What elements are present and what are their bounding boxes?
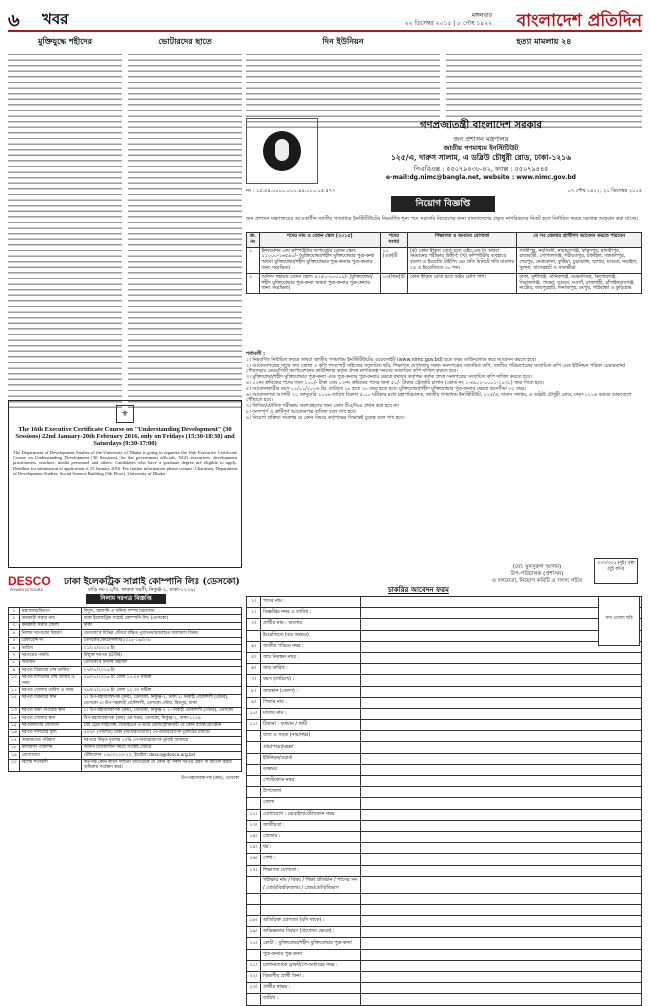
desco-row-key: দরপত্র দলিলের মূল্য	[19, 729, 81, 736]
desco-row-key: অর্থায়ন	[19, 659, 81, 666]
form-row	[247, 916, 642, 927]
table-cell: গাজীপুর, নরসিংদী, নারায়ণগঞ্জ, ফরিদপুর, মাদারীপুর, রাজবাড়ী, গোপালগঞ্জ, শরীয়তপুর, টাঙ্গাইল, জামালপুর, শেরপুর, নেত্রকোনা, কুষ্টিয়া, চুয়াডাঙ্গা, যশোর, মাগুরা, নড়াইল, খুলনা, বাগেরহাট ও সাতক্ষীরা	[517, 247, 642, 273]
form-field-value	[361, 753, 642, 764]
desco-row-number: ১৮	[9, 744, 20, 751]
form-field-label	[261, 893, 361, 904]
form-field-number: ১৩।	[247, 820, 261, 831]
desco-row	[9, 674, 242, 687]
conditions-title: শর্তাবলী :	[246, 352, 266, 357]
form-field-number: ১৯।	[247, 927, 261, 938]
form-row	[247, 972, 642, 983]
form-row	[247, 960, 642, 971]
desco-row-value: অফিস চলাকালীন সময়ে সংশ্লিষ্ট স্টোরে	[81, 744, 241, 751]
issue-date: ২২ ডিসেম্বর ২০১৫ | ৮ পৌষ ১৪২২	[404, 20, 492, 27]
form-field-label: পদের নাম :	[261, 597, 361, 608]
weekday: মঙ্গলবার	[471, 12, 492, 19]
condition-item: ৭। লিখিত/মৌখিক পরীক্ষায় অংশগ্রহণের জন্য কোন টিএ/ডিএ প্রদান করা হবে না।	[246, 404, 400, 410]
form-field-value	[361, 652, 642, 663]
form-field-value	[361, 742, 642, 753]
form-field-number: ১৫।	[247, 843, 261, 854]
desco-auction-notice	[8, 574, 242, 978]
desco-row-value: ডেসকো'র বিভিন্ন স্টোরে রক্ষিত পুরাতন/অব্যবহৃত মালামাল বিক্রয়	[81, 630, 241, 637]
form-field-label: যোগাযোগ : মোবাইল/টেলিফোন নম্বর	[261, 809, 361, 820]
form-field-value	[361, 764, 642, 775]
condition-item: ৫। আবেদনকারীর বয়স ০১/০১/২০১৬ খ্রি. তারিখে ১৮ হতে ৩০ বছর হতে হবে। মুক্তিযোদ্ধা/শহীদ মুক্তিযোদ্ধার পুত্র-কন্যার ক্ষেত্রে বয়সসীমা ৩২ বছর।	[246, 386, 526, 392]
form-field-number: ১।	[247, 597, 261, 608]
gov-header	[320, 118, 642, 181]
desco-logo: DESCO	[8, 574, 51, 588]
desco-row	[9, 659, 242, 666]
form-field-number: ২০।	[247, 938, 261, 949]
form-row	[247, 938, 642, 949]
form-field-value	[361, 854, 642, 865]
news-column-4	[446, 36, 642, 114]
form-field-label: জাতীয় পরিচয় নম্বর :	[261, 641, 361, 652]
form-field-number	[247, 630, 261, 641]
desco-row-number: ১৩	[9, 707, 20, 714]
form-field-value	[361, 664, 642, 675]
form-row	[247, 949, 642, 960]
page-number: ৬	[8, 10, 20, 31]
gov-institute: জাতীয় গণমাধ্যম ইনস্টিটিউট	[443, 144, 519, 152]
desco-row-number: ৫	[9, 637, 20, 644]
desco-address: বাড়ি নং-২২/বি, ফারুক সরণী, নিকুঞ্জ-২, ঢাকা-১২২৯।	[88, 587, 196, 593]
form-field-label: পুত্র-কন্যার পুত্র-কন্যা	[261, 949, 361, 960]
memo-number: নং : ১৫.৫৪.০০০০.০০১.৪৯.০১০.১৫.৫৭৭	[246, 188, 336, 194]
form-field-value	[361, 972, 642, 983]
form-field-label: জন্মস্থান (জেলা) :	[261, 686, 361, 697]
section-name: খবর	[42, 10, 69, 28]
form-field-label: জেলা	[261, 798, 361, 809]
form-field-number: ১৬।	[247, 854, 261, 865]
form-row	[247, 876, 642, 893]
form-field-value	[361, 994, 642, 1005]
form-field-number	[247, 787, 261, 798]
desco-table	[8, 607, 242, 782]
form-field-value	[361, 675, 642, 686]
signature-block	[492, 564, 582, 585]
desco-row-key: মন্ত্রণালয়/বিভাগ	[19, 608, 81, 615]
form-row	[247, 664, 642, 675]
table-cell: ২	[247, 273, 260, 293]
table-cell: ঢাকা, মুন্সীগঞ্জ, মানিকগঞ্জ, ময়মনসিংহ, কিশোরগঞ্জ, সিরাজগঞ্জ, পাবনা, বগুড়া, নওগাঁ, রাজশাহী, চাঁপাইনবাবগঞ্জ, নাটোর, জয়পুরহাট, দিনাজপুর, রংপুর, গাইবান্ধা ও কুড়িগ্রাম	[517, 273, 642, 293]
form-field-number	[247, 776, 261, 787]
desco-row-number: ১	[9, 608, 20, 615]
desco-row-key: রেফারেন্স নং	[19, 637, 81, 644]
form-field-label: ঠিকানা : বর্তমান / স্থায়ী	[261, 720, 361, 731]
form-field-label: ইউনিয়ন/ওয়ার্ড	[261, 753, 361, 764]
form-field-label: শিক্ষাগত যোগ্যতা :	[261, 865, 361, 876]
form-row	[247, 641, 642, 652]
signer-title: উপ-পরিচালক (প্রশাসন)	[510, 571, 564, 577]
desco-row-number: ১২	[9, 694, 20, 707]
table-row	[247, 273, 642, 293]
desco-row-key: দরপত্রদাতার যোগ্যতা	[19, 722, 81, 729]
table-header-cell: পদের নাম ও বেতন স্কেল (২০১৫)	[259, 233, 380, 248]
form-field-value	[361, 916, 642, 927]
form-row	[247, 630, 642, 641]
form-field-label: কোটা : মুক্তিযোদ্ধা/শহীদ মুক্তিযোদ্ধার পুত্র-কন্যা	[261, 938, 361, 949]
form-field-number	[247, 876, 261, 893]
desco-row	[9, 707, 242, 714]
form-field-label: ডাকঘর	[261, 764, 361, 775]
form-field-value	[361, 843, 642, 854]
form-row	[247, 675, 642, 686]
form-field-label: মাতার নাম :	[261, 708, 361, 719]
desco-row	[9, 744, 242, 751]
desco-row-key: দরপত্র বিক্রয়ের শেষ তারিখ	[19, 667, 81, 674]
desco-row-number: ১১	[9, 687, 20, 694]
gov-ministry: জন প্রশাসন মন্ত্রণালয়	[453, 135, 509, 143]
column-headline: হত্যা মামলায় ২৪	[516, 36, 572, 46]
form-field-value	[361, 731, 642, 742]
desco-row-number: ৪	[9, 630, 20, 637]
desco-row	[9, 722, 242, 729]
gov-address: ১২৫/এ, দারুস সালাম, এ ডব্লিউ চৌধুরী রোড, ঢাকা-১২১৬	[390, 153, 572, 162]
signer-name: (মো: মুনসুরুল আলম)	[512, 564, 562, 570]
university-logo-icon: ⚜	[116, 405, 134, 423]
photo-box: সদ্য তোলা ছবি	[598, 596, 640, 646]
desco-row-value: টেলিফোন: ৮৯০০১১০-২০, ইমেইল: desco@desco.org.bd	[81, 752, 241, 759]
desco-row-value: দরপত্রে উদ্ধৃত মূল্যের ১০% পে-অর্ডার/ব্যাংক ড্রাফট আকারে	[81, 737, 241, 744]
desco-row-number: ৯	[9, 667, 20, 674]
gov-phone: পিএবিএক্স : ৫৫০৭৯৪৩৮-৪২, ফ্যাক্স : ৫৫০৭৯৪৪৫	[413, 165, 549, 173]
form-field-number	[247, 949, 261, 960]
form-field-number: ১২।	[247, 809, 261, 820]
course-body: The Department of Development Studies of the University of Dhaka is going to organize the 16th Executive Certificate Course on Understanding Development (30 Sessions), for the government officials, NGO executives, development practitioners, teachers, media personnel and others. Candidates who have a graduate degree are eligible to apply. Deadline for submission of application is 15 January 2016. For further information please contact: Chairman, Department of Development Studies, Social Science Building (5th Floor), University of Dhaka.	[13, 450, 237, 476]
form-field-number: ১১।	[247, 720, 261, 731]
application-form	[246, 596, 642, 1006]
form-row	[247, 831, 642, 842]
desco-row-value: ডেসকো/স্টোর/নিলাম/২০১৫-১৬/২৩৮	[81, 637, 241, 644]
gov-email: e-mail:dg.nimc@bangla.net, website : www.nimc.gov.bd	[386, 174, 576, 181]
newspaper-name: বাংলাদেশ প্রতিদিন	[516, 11, 642, 31]
desco-row	[9, 630, 242, 637]
form-row	[247, 983, 642, 994]
table-cell: ১	[247, 247, 260, 273]
form-field-label: উপজেলা	[261, 787, 361, 798]
desco-row-value: উপ-মহাব্যবস্থাপক (ক্রয়) এর দপ্তর, ডেসকো, নিকুঞ্জ-২, ঢাকা-১২২৯	[81, 715, 241, 722]
form-field-number: ২১।	[247, 960, 261, 971]
desco-row-value: ১। উপ-মহাব্যবস্থাপক (ক্রয়), ডেসকো, নিকুঞ্জ-২, ঢাকা ২। নির্বাহী প্রকৌশলী (স্টোর), ডেসকো ৩। উপ-সহকারী প্রকৌশলী, ডেসকো স্টোর, মিরপুর, ঢাকা	[81, 694, 241, 707]
column-headline: ভোটারদের ছাতে	[158, 36, 212, 46]
desco-row	[9, 687, 242, 694]
posts-table	[246, 232, 642, 294]
form-row	[247, 742, 642, 753]
desco-row-key: নিলাম দরপত্রের বিবরণ	[19, 630, 81, 637]
desco-row-key: জামানতের পরিমাণ	[19, 737, 81, 744]
form-field-value	[361, 820, 642, 831]
desco-tagline: POWER IS YOURS	[10, 587, 43, 592]
form-row	[247, 994, 642, 1005]
desco-row	[9, 667, 242, 674]
desco-notice-title: নিলাম দরপত্র বিজ্ঞপ্তি	[86, 594, 166, 604]
desco-row	[9, 622, 242, 629]
desco-row-value: ২৮/০১/২০১৬ ইং বেলা ১২.৩০ ঘটিকা	[81, 687, 241, 694]
desco-row	[9, 608, 242, 615]
english-course-ad	[8, 400, 242, 568]
desco-row-key: তারিখ	[19, 645, 81, 652]
condition-item: ৯। নিয়োগ প্রক্রিয়া সংক্রান্ত যে কোন বিষয়ে কর্তৃপক্ষের সিদ্ধান্তই চূড়ান্ত বলে গণ্য হবে।	[246, 415, 405, 421]
fee-box: ৩৩০/৩৩৫ (দুই) পৃষ্ঠা (দুই কপি)	[594, 558, 638, 584]
column-headline: দিন ইউনিয়ন	[322, 36, 364, 46]
form-field-number: ১০।	[247, 708, 261, 719]
form-title: চাকরির আবেদন ফরম	[388, 585, 449, 594]
form-field-value	[361, 938, 642, 949]
recruitment-notice	[246, 118, 642, 1002]
desco-row-value: বৈধ ট্রেড লাইসেন্স, টিআইএন ও ভ্যাট রেজিস্ট্রেশনধারী যে কোন ব্যক্তি/প্রতিষ্ঠান	[81, 722, 241, 729]
form-field-number: ৮।	[247, 686, 261, 697]
form-field-label: তারিখ :	[261, 994, 361, 1005]
form-field-value	[361, 776, 642, 787]
desco-row-number: ১০	[9, 674, 20, 687]
desco-row-value: কর্তৃপক্ষ কোন কারণ দর্শানো ব্যতিরেকে যে কোন বা সকল দরপত্র গ্রহণ বা বাতিল করার অধিকার সংরক্ষণ করে।	[81, 759, 241, 772]
desco-row-number: ১৪	[9, 715, 20, 722]
form-row	[247, 686, 642, 697]
form-field-number	[247, 742, 261, 753]
desco-row-number: ১৯	[9, 752, 20, 759]
desco-row-number: ১৬	[9, 729, 20, 736]
form-field-value	[361, 720, 642, 731]
column-headline: মুক্তিযুদ্ধে শহীদের	[37, 36, 93, 46]
form-field-label: জন্ম নিবন্ধন নম্বর :	[261, 652, 361, 663]
desco-row-value: ঢাকা	[81, 622, 241, 629]
desco-row-key: দরপত্র জমা দেওয়ার স্থান	[19, 707, 81, 714]
form-field-value	[361, 686, 642, 697]
table-header-cell: শিক্ষাগত ও অন্যান্য যোগ্যতা	[407, 233, 516, 248]
form-row	[247, 720, 642, 731]
desco-row-number: ১৭	[9, 737, 20, 744]
form-row	[247, 820, 642, 831]
form-field-number: ৫।	[247, 652, 261, 663]
desco-row-key: ক্রয়কারী সত্তার জেলা	[19, 622, 81, 629]
form-field-number: ২৩।	[247, 983, 261, 994]
form-row	[247, 597, 642, 608]
condition-item: ১। নিম্নবর্ণিত নির্ধারিত ফরমে অথবা জাতীয় গণমাধ্যম ইনস্টিটিউটের ওয়েবসাইট (www.nimc.gov.bd) হতে ফরম ডাউনলোড করে আবেদন করতে হবে।	[246, 357, 537, 363]
desco-signer: উপ-মহাব্যবস্থাপক (ক্রয়), ডেসকো	[181, 776, 240, 782]
desco-row-key: ক্রয়কারী সত্তার নাম	[19, 615, 81, 622]
form-row	[247, 787, 642, 798]
desco-row	[9, 729, 242, 736]
microphone-logo-icon	[246, 118, 318, 184]
table-header-cell: ক্র. নং	[247, 233, 260, 248]
desco-row	[9, 694, 242, 707]
desco-row-value: ২৭/০১/২০১৬ ইং	[81, 667, 241, 674]
form-field-label: ইংরেজিতে (বড় অক্ষরে)	[261, 630, 361, 641]
desco-name: ঢাকা ইলেকট্রিক সাপ্লাই কোম্পানি লিঃ (ডেসকো)	[64, 577, 240, 587]
desco-row-value: ৫০০/- (পাঁচশত) টাকা (অফেরতযোগ্য) পে-অর্ডার/ব্যাংক ড্রাফটের মাধ্যমে	[81, 729, 241, 736]
news-column-1	[8, 36, 122, 394]
form-field-label: পোস্টকোড নম্বর	[261, 776, 361, 787]
form-field-number	[247, 994, 261, 1005]
desco-row-number: ৬	[9, 645, 20, 652]
form-row	[247, 893, 642, 904]
desco-row-value: ১। উপ-মহাব্যবস্থাপক (ক্রয়), ডেসকো, নিকুঞ্জ-২ ২। নির্বাহী প্রকৌশলী (স্টোর), ডেসকো	[81, 707, 241, 714]
desco-row-key: মালামাল পরিদর্শন	[19, 744, 81, 751]
form-field-value	[361, 904, 642, 915]
table-cell: কোন স্বীকৃত বোর্ড হতে অষ্টম শ্রেণি পাশ।	[407, 273, 516, 293]
form-field-number	[247, 904, 261, 915]
text-block	[128, 52, 242, 410]
desco-row-number: ১৫	[9, 722, 20, 729]
desco-row-value: ঢাকা ইলেকট্রিক সাপ্লাই কোম্পানি লিঃ (ডেসকো)	[81, 615, 241, 622]
desco-row-key: দরপত্র বিক্রয়ের স্থান	[19, 694, 81, 707]
form-row	[247, 904, 642, 915]
memo-date: ০৭ পৌষ ১৪২২, ২১ ডিসেম্বর ২০১৫	[567, 188, 642, 194]
form-field-number: ১৪।	[247, 831, 261, 842]
form-field-label: চালান/ব্যাংক ড্রাফট/পে-অর্ডারের নম্বর :	[261, 960, 361, 971]
form-field-number	[247, 798, 261, 809]
form-field-value	[361, 876, 642, 893]
form-field-number: ৪।	[247, 641, 261, 652]
form-field-label: পিতার নাম :	[261, 697, 361, 708]
notice-intro: জন প্রশাসন মন্ত্রণালয়ের আওতাধীন জাতীয় গণমাধ্যম ইনস্টিটিউটের নিম্নবর্ণিত শূন্য পদে সরাসরি নিয়োগের জন্য বাংলাদেশের প্রকৃত নাগরিকদের নিকট হতে নির্ধারিত ফরমে দরখাস্ত আহবান করা যাচ্ছে।	[246, 216, 638, 222]
table-header-cell: যে সব জেলার প্রার্থীগণ আবেদন করতে পারবেন	[517, 233, 642, 248]
form-field-label: জন্ম তারিখ :	[261, 664, 361, 675]
form-field-label: বিজ্ঞপ্তির নম্বর ও তারিখ :	[261, 608, 361, 619]
desco-row	[9, 737, 242, 744]
desco-row-number: ৭	[9, 652, 20, 659]
form-field-number: ২২।	[247, 972, 261, 983]
form-field-label	[261, 904, 361, 915]
form-row	[247, 865, 642, 876]
form-field-number	[247, 731, 261, 742]
form-field-label: পরীক্ষার নাম / বিষয় / শিক্ষা প্রতিষ্ঠান / পাসের সন / বোর্ড/বিশ্ববিদ্যালয় / গ্রেড/শ্রেণি/বিভাগ	[261, 876, 361, 893]
form-row	[247, 798, 642, 809]
notice-title: নিয়োগ বিজ্ঞপ্তি	[391, 196, 495, 212]
form-row	[247, 843, 642, 854]
form-field-value	[361, 787, 642, 798]
form-field-number: ৭।	[247, 675, 261, 686]
form-field-number: ১৭।	[247, 865, 261, 876]
table-header-cell: পদের সংখ্যা	[380, 233, 407, 248]
form-field-number: ৯।	[247, 697, 261, 708]
form-field-value	[361, 809, 642, 820]
form-field-number: ৩।	[247, 619, 261, 630]
form-field-number	[247, 753, 261, 764]
form-field-label: অভিজ্ঞতার বিবরণ (প্রযোজ্য ক্ষেত্রে) :	[261, 927, 361, 938]
form-field-value	[361, 960, 642, 971]
form-field-value	[361, 865, 642, 876]
desco-row-number: ২	[9, 615, 20, 622]
desco-row-key: দরপত্র খোলার স্থান	[19, 715, 81, 722]
condition-item: ২। আবেদনপত্রের সাথে সদ্য তোলা ৩ কপি পাসপোর্ট সাইজের সত্যায়িত ছবি, শিক্ষাগত যোগ্যতার সকল সনদপত্রের সত্যায়িত কপি, জাতীয় পরিচয়পত্রের সত্যায়িত কপি এবং ইউনিয়ন পরিষদ চেয়ারম্যান/পৌরসভার মেয়র/সিটি কর্পোরেশনের কাউন্সিলর কর্তৃক প্রদত্ত নাগরিকত্ব সনদের সত্যায়িত কপি দাখিল করতে হবে।	[246, 363, 626, 375]
desco-row	[9, 752, 242, 759]
conditions	[246, 352, 642, 562]
news-column-2	[128, 36, 242, 394]
desco-row-value: উন্মুক্ত দরপত্র (OTM)	[81, 652, 241, 659]
desco-row-number: ৩	[9, 622, 20, 629]
form-field-value	[361, 697, 642, 708]
form-row	[247, 652, 642, 663]
signer-org: ও দলনেতা, নিয়োগ কমিটি ও সদস্য সচিব	[491, 578, 582, 584]
desco-row	[9, 645, 242, 652]
condition-item: ৩। মুক্তিযোদ্ধা/শহীদ মুক্তিযোদ্ধার পুত্র-কন্যা এবং পুত্র-কন্যার পুত্র-কন্যার ক্ষেত্রে যথাযথ কর্তৃপক্ষ কর্তৃক প্রদত্ত সনদপত্রের সত্যায়িত কপি দাখিল করতে হবে।	[246, 375, 532, 381]
desco-row-key: দরপত্রের পদ্ধতি	[19, 652, 81, 659]
form-field-label: প্রার্থীর নাম : বাংলায়	[261, 619, 361, 630]
form-field-value	[361, 708, 642, 719]
form-field-label: অতিরিক্ত যোগ্যতা (যদি থাকে) :	[261, 916, 361, 927]
desco-row-number: ২০	[9, 759, 20, 772]
gov-title: গণপ্রজাতন্ত্রী বাংলাদেশ সরকার	[420, 120, 542, 131]
form-field-label: প্রার্থীর স্বাক্ষর :	[261, 983, 361, 994]
table-cell: (ক) কোন স্বীকৃত বোর্ড হতে এইচ.এস.সি অথবা সমমানের পরীক্ষায় উত্তীর্ণ; (খ) কম্পিউটার ব্যবহারে বাংলা ও ইংরেজি টাইপিং এর প্রতি মিনিটে গতি বাংলায় ২৫ ও ইংরেজিতে ৩০ শব্দ।	[407, 247, 516, 273]
condition-item: ৪। ০১নং ক্রমিকের পদের জন্য ১০০/- টাকা এবং ০২নং ক্রমিকের পদের জন্য ৫০/- টাকার ট্রেজারি চালান (কোড নং ১-৪৯০১-০০০১-২০৩১) জমা দিতে হবে।	[246, 380, 544, 386]
form-row	[247, 854, 642, 865]
desco-row-number: ৮	[9, 659, 20, 666]
desco-row-key: বিশেষ শর্তাবলী	[19, 759, 81, 772]
form-field-label: পেশা :	[261, 854, 361, 865]
table-cell: ইনফর্মেশন এন্ড কম্পিউটার অপারেটর বেতন স্কেল: ১১০০০-২৬৫৯০/- (মুক্তিযোদ্ধা/শহীদ মুক্তিযোদ্ধার পুত্র-কন্যা অথবা মুক্তিযোদ্ধা/শহীদ মুক্তিযোদ্ধার পুত্র-কন্যার পুত্র-কন্যার জন্য সংরক্ষিত)	[259, 247, 380, 273]
form-field-value	[361, 831, 642, 842]
form-field-value	[361, 983, 642, 994]
desco-row-value: বিদ্যুৎ, জ্বালানি ও খনিজ সম্পদ মন্ত্রণালয়	[81, 608, 241, 615]
desco-row	[9, 615, 242, 622]
form-field-label: বয়স (তারিখে) :	[261, 675, 361, 686]
table-cell: ০১ (এক)টি	[380, 247, 407, 273]
news-column-3	[246, 36, 440, 114]
form-field-value	[361, 927, 642, 938]
table-cell: ০৩(তিন)টি	[380, 273, 407, 293]
form-field-label: বাসা ও সড়ক (নাম/নম্বর)	[261, 731, 361, 742]
form-field-number: ১৮।	[247, 916, 261, 927]
desco-row-value: ২৮/০১/২০১৬ ইং বেলা ১২.০০ ঘটিকা	[81, 674, 241, 687]
table-cell: অফিস সহায়ক বেতন স্কেল: ৮২৫০-২০০১০/- (মুক্তিযোদ্ধা/শহীদ মুক্তিযোদ্ধার পুত্র-কন্যা অথবা পুত্র-কন্যার পুত্র-কন্যার জন্য সংরক্ষিত)	[259, 273, 380, 293]
condition-item: ৬। আবেদনপত্র আগামী ২০ জানুয়ারি ২০১৬ তারিখ বিকাল ৫.০০ ঘটিকার মধ্যে মহাপরিচালক, জাতীয় গণমাধ্যম ইনস্টিটিউট, ১২৫/এ, দারুস সালাম, এ ডব্লিউ চৌধুরী রোড, ঢাকা-১২১৬ বরাবর ডাকযোগে পৌঁছাতে হবে।	[246, 392, 632, 404]
form-field-label: জেন্ডার :	[261, 831, 361, 842]
desco-row-value: ডেসকো'র নিজস্ব তহবিল	[81, 659, 241, 666]
desco-row	[9, 637, 242, 644]
form-row	[247, 764, 642, 775]
form-field-number: ৬।	[247, 664, 261, 675]
form-row	[247, 809, 642, 820]
form-row	[247, 697, 642, 708]
condition-item: ৮। অসম্পূর্ণ ও ত্রুটিপূর্ণ আবেদনপত্র বাতিল বলে গণ্য হবে।	[246, 409, 357, 415]
desco-row-key: যোগাযোগ	[19, 752, 81, 759]
desco-signer-row	[9, 772, 242, 782]
form-row	[247, 619, 642, 630]
form-field-label: জাতীয়তা :	[261, 820, 361, 831]
desco-row	[9, 759, 242, 772]
course-title: The 16th Executive Certificate Course on "Understanding Development" (30 Sessions) 22nd January-20th February 2016, only on Fridays (15:30-18:30) and Saturdays (9:30-17:00)	[15, 426, 235, 447]
table-row	[247, 247, 642, 273]
form-row	[247, 731, 642, 742]
form-row	[247, 708, 642, 719]
form-field-label: বিভাগীয় প্রার্থী কিনা :	[261, 972, 361, 983]
form-field-value	[361, 949, 642, 960]
form-field-value	[361, 798, 642, 809]
masthead	[8, 6, 642, 32]
form-field-number	[247, 764, 261, 775]
form-row	[247, 608, 642, 619]
form-row	[247, 776, 642, 787]
form-field-label: গ্রাম/পাড়া/মহল্লা	[261, 742, 361, 753]
desco-row-key: দরপত্র দাখিলের শেষ তারিখ ও সময়	[19, 674, 81, 687]
form-field-number	[247, 893, 261, 904]
desco-row-key: দরপত্র খোলার তারিখ ও সময়	[19, 687, 81, 694]
form-field-number: ২।	[247, 608, 261, 619]
form-field-label: ধর্ম :	[261, 843, 361, 854]
form-field-value	[361, 893, 642, 904]
desco-row	[9, 715, 242, 722]
form-row	[247, 753, 642, 764]
text-block	[8, 52, 122, 410]
desco-row-value: ২১/১২/২০১৫ ইং	[81, 645, 241, 652]
desco-row	[9, 652, 242, 659]
form-row	[247, 927, 642, 938]
